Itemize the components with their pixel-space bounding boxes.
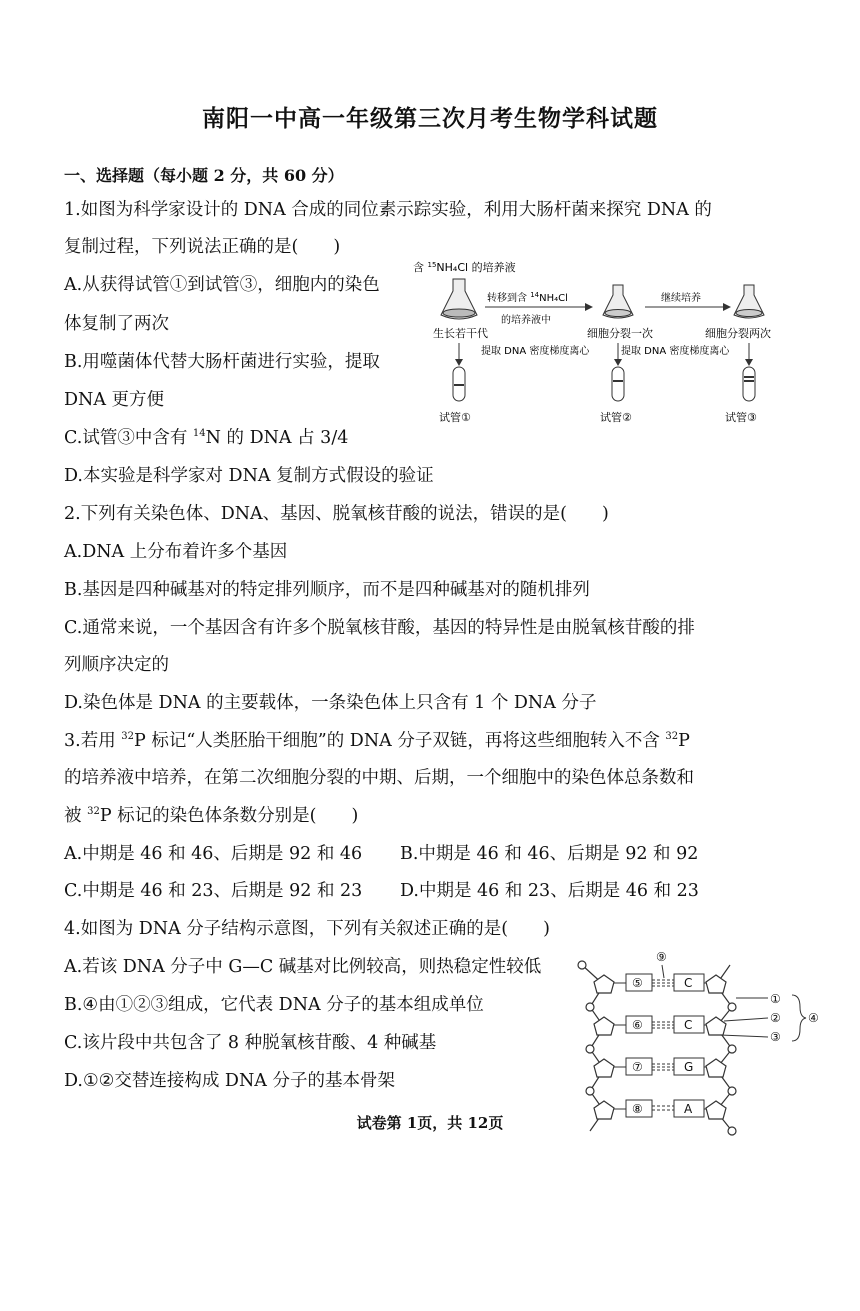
q2-option-c-line1: C.通常来说，一个基因含有许多个脱氧核苷酸，基因的特异性是由脱氧核苷酸的排 xyxy=(64,618,695,638)
q4-option-d: D.①②交替连接构成 DNA 分子的基本骨架 xyxy=(64,1071,395,1091)
page-title: 南阳一中高一年级第三次月考生物学科试题 xyxy=(202,105,658,132)
extract-label-1: 提取 DNA 密度梯度离心 xyxy=(481,346,590,357)
q1-experiment-figure xyxy=(405,255,805,435)
q3-stem-line3: 被 $^{32}$P 标记的染色体条数分别是( ) xyxy=(64,806,359,826)
q4-stem: 4.如图为 DNA 分子结构示意图，下列有关叙述正确的是( ) xyxy=(64,919,550,939)
q4-option-c: C.该片段中共包含了 8 种脱氧核苷酸、4 种碱基 xyxy=(64,1033,437,1053)
label-6: ⑥ xyxy=(632,1018,643,1032)
page-footer: 试卷第 1页，共 12页 xyxy=(356,1114,504,1132)
tube-1-label: 试管① xyxy=(439,411,471,424)
q2-stem: 2.下列有关染色体、DNA、基因、脱氧核苷酸的说法，错误的是( ) xyxy=(64,504,609,524)
q3-option-d: D.中期是 46 和 23、后期是 46 和 23 xyxy=(400,881,699,901)
continue-label: 继续培养 xyxy=(661,293,701,304)
flask-2-label: 细胞分裂一次 xyxy=(587,327,653,340)
section-heading: 一、选择题（每小题 2 分，共 60 分） xyxy=(64,166,344,185)
label-4: ④ xyxy=(808,1011,819,1025)
medium-label: 含 $^{15}$NH₄Cl 的培养液 xyxy=(413,261,516,274)
label-9: ⑨ xyxy=(656,950,667,964)
q3-stem-line2: 的培养液中培养，在第二次细胞分裂的中期、后期，一个细胞中的染色体总条数和 xyxy=(64,768,694,788)
q4-option-b: B.④由①②③组成，它代表 DNA 分子的基本组成单位 xyxy=(64,995,484,1015)
q1-option-d: D.本实验是科学家对 DNA 复制方式假设的验证 xyxy=(64,466,434,486)
test-tube-3-icon xyxy=(743,367,755,401)
tube-2-label: 试管② xyxy=(600,411,632,424)
q1-stem-line1: 1.如图为科学家设计的 DNA 合成的同位素示踪实验，利用大肠杆菌来探究 DNA 的 xyxy=(64,200,712,220)
q2-option-c-line2: 列顺序决定的 xyxy=(64,655,169,675)
label-8: ⑧ xyxy=(632,1102,643,1116)
label-2: ② xyxy=(770,1011,781,1025)
q1-option-b-line2: DNA 更方便 xyxy=(64,390,165,410)
transfer-label-2: 的培养液中 xyxy=(501,315,551,326)
flask-2-icon xyxy=(603,285,633,318)
extract-label-2: 提取 DNA 密度梯度离心 xyxy=(621,346,730,357)
q3-stem-line1: 3.若用 $^{32}$P 标记“人类胚胎干细胞”的 DNA 分子双链，再将这些细胞转入不含 $^{32}$P xyxy=(64,731,690,751)
base-2: C xyxy=(684,1018,693,1032)
q1-option-b-line1: B.用噬菌体代替大肠杆菌进行实验，提取 xyxy=(64,352,380,372)
test-tube-1-icon xyxy=(453,367,465,401)
test-tube-2-icon xyxy=(612,367,624,401)
q2-option-d: D.染色体是 DNA 的主要载体，一条染色体上只含有 1 个 DNA 分子 xyxy=(64,693,597,713)
flask-1-label: 生长若干代 xyxy=(433,327,488,340)
q3-option-a: A.中期是 46 和 46、后期是 92 和 46 xyxy=(64,844,363,864)
flask-1-icon xyxy=(441,279,477,319)
flask-3-icon xyxy=(734,285,764,318)
q1-option-c: C.试管③中含有 $^{14}$N 的 DNA 占 3/4 xyxy=(64,428,349,448)
label-7: ⑦ xyxy=(632,1060,643,1074)
base-4: A xyxy=(684,1102,693,1116)
transfer-label-1: 转移到含 $^{14}$NH₄Cl xyxy=(487,291,568,304)
q2-option-b: B.基因是四种碱基对的特定排列顺序，而不是四种碱基对的随机排列 xyxy=(64,580,590,600)
label-1: ① xyxy=(770,992,781,1006)
label-5: ⑤ xyxy=(632,976,643,990)
q1-stem-line2: 复制过程，下列说法正确的是( ) xyxy=(64,237,341,257)
q3-option-b: B.中期是 46 和 46、后期是 92 和 92 xyxy=(400,844,699,864)
q3-option-c: C.中期是 46 和 23、后期是 92 和 23 xyxy=(64,881,363,901)
q1-option-a-line2: 体复制了两次 xyxy=(64,314,169,334)
q4-dna-structure-figure xyxy=(570,945,835,1140)
flask-3-label: 细胞分裂两次 xyxy=(705,327,771,340)
tube-3-label: 试管③ xyxy=(725,411,757,424)
base-1: C xyxy=(684,976,693,990)
base-3: G xyxy=(684,1060,694,1074)
label-3: ③ xyxy=(770,1030,781,1044)
q4-option-a: A.若该 DNA 分子中 G—C 碱基对比例较高，则热稳定性较低 xyxy=(64,957,542,977)
q1-option-a-line1: A.从获得试管①到试管③，细胞内的染色 xyxy=(64,275,380,295)
q2-option-a: A.DNA 上分布着许多个基因 xyxy=(64,542,288,562)
